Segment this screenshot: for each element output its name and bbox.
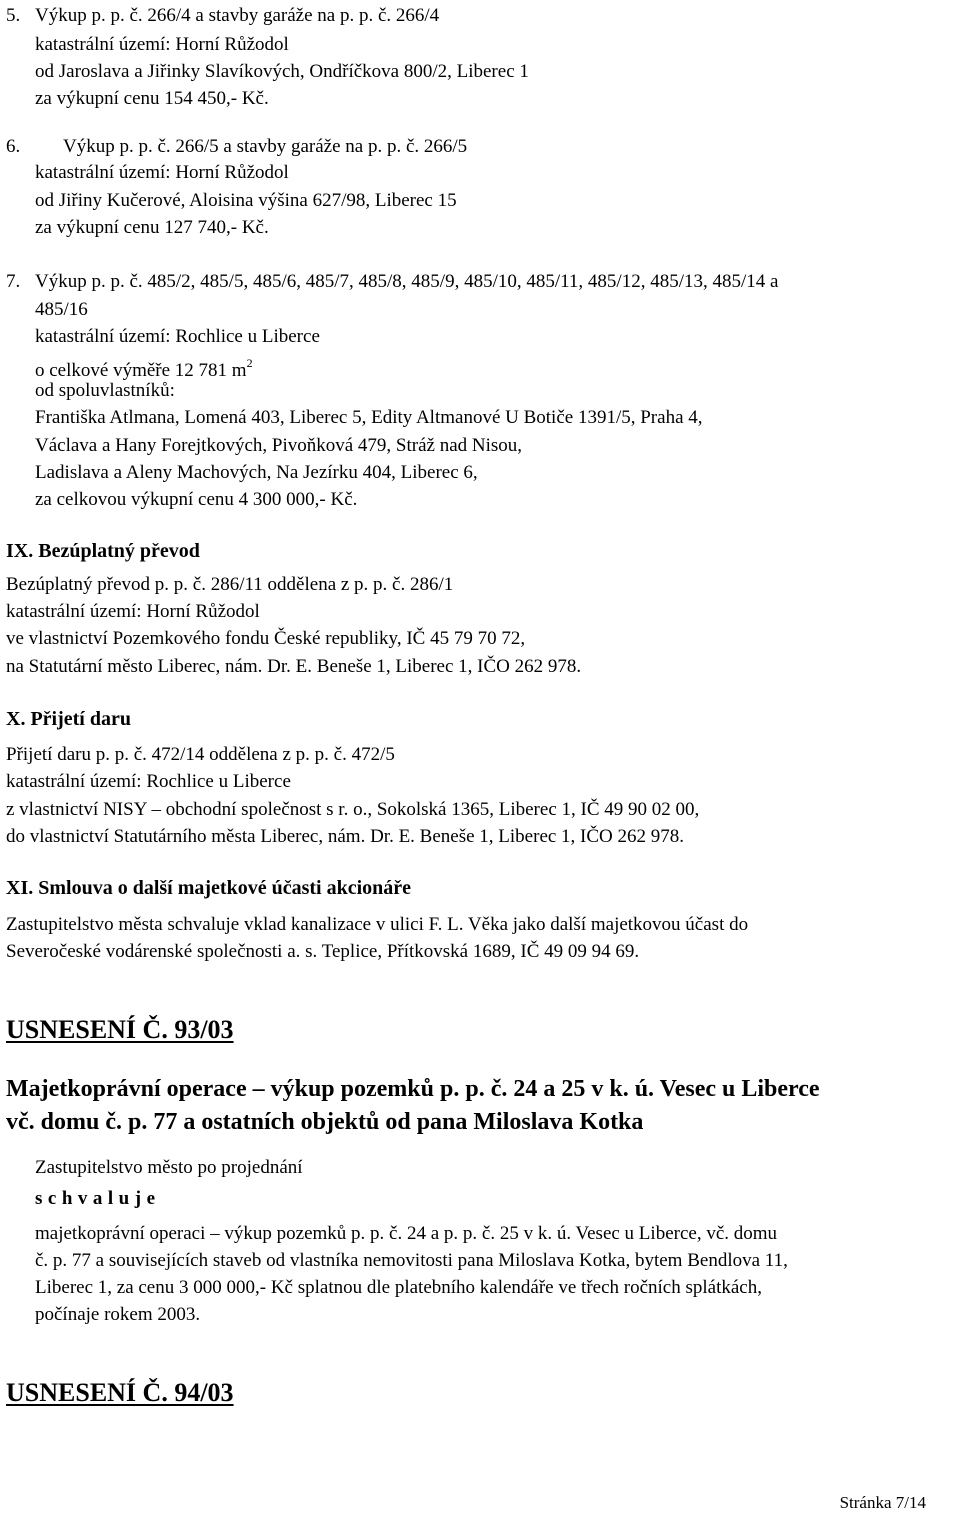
item-line: katastrální území: Horní Růžodol — [35, 34, 289, 55]
resolution-intro: Zastupitelstvo město po projednání — [35, 1157, 303, 1178]
section-line: Bezúplatný převod p. p. č. 286/11 oddělena z p. p. č. 286/1 — [6, 574, 454, 595]
section-line: Přijetí daru p. p. č. 472/14 oddělena z p. p. č. 472/5 — [6, 744, 395, 765]
item-line: od spoluvlastníků: — [35, 380, 175, 401]
resolution-subject: vč. domu č. p. 77 a ostatních objektů od pana Miloslava Kotka — [6, 1109, 644, 1135]
section-line: katastrální území: Horní Růžodol — [6, 601, 260, 622]
item-line: od Jiřiny Kučerové, Aloisina výšina 627/98, Liberec 15 — [35, 190, 457, 211]
section-line: z vlastnictví NISY – obchodní společnost s r. o., Sokolská 1365, Liberec 1, IČ 49 90 02 00, — [6, 799, 700, 820]
item-line: za výkupní cenu 127 740,- Kč. — [35, 217, 269, 238]
item-number: 5. — [6, 5, 21, 26]
item-line: za výkupní cenu 154 450,- Kč. — [35, 88, 269, 109]
item-number: 6. — [6, 136, 21, 157]
section-heading: XI. Smlouva o další majetkové účasti akcionáře — [6, 877, 411, 899]
section-line: na Statutární město Liberec, nám. Dr. E. Beneše 1, Liberec 1, IČO 262 978. — [6, 656, 582, 677]
item-number: 7. — [6, 271, 21, 292]
resolution-title: USNESENÍ Č. 94/03 — [6, 1378, 234, 1407]
resolution-body-line: majetkoprávní operaci – výkup pozemků p. p. č. 24 a p. p. č. 25 v k. ú. Vesec u Liberce, vč. domu — [35, 1223, 778, 1244]
item-line: Václava a Hany Forejtkových, Pivoňková 479, Stráž nad Nisou, — [35, 435, 523, 456]
item-line: Ladislava a Aleny Machových, Na Jezírku 404, Liberec 6, — [35, 462, 478, 483]
section-heading: X. Přijetí daru — [6, 708, 131, 730]
item-line: Výkup p. p. č. 266/4 a stavby garáže na p. p. č. 266/4 — [35, 5, 440, 26]
item-line: 485/16 — [35, 299, 88, 320]
resolution-title: USNESENÍ Č. 93/03 — [6, 1015, 234, 1044]
section-line: Zastupitelstvo města schvaluje vklad kanalizace v ulici F. L. Věka jako další majetkovou účast do — [6, 914, 749, 935]
item-line: katastrální území: Horní Růžodol — [35, 162, 289, 183]
resolution-body-line: č. p. 77 a souvisejících staveb od vlastníka nemovitosti pana Miloslava Kotka, bytem Bendlova 11, — [35, 1250, 788, 1271]
resolution-body-line: Liberec 1, za cenu 3 000 000,- Kč splatnou dle platebního kalendáře ve třech ročních splátkách, — [35, 1277, 762, 1298]
item-line: od Jaroslava a Jiřinky Slavíkových, Ondříčkova 800/2, Liberec 1 — [35, 61, 529, 82]
area-superscript: 2 — [246, 356, 253, 370]
page-number: Stránka 7/14 — [839, 1493, 926, 1512]
section-heading: IX. Bezúplatný převod — [6, 540, 200, 562]
item-line: Výkup p. p. č. 485/2, 485/5, 485/6, 485/7, 485/8, 485/9, 485/10, 485/11, 485/12, 485/13, 485/14 a — [35, 271, 779, 292]
section-line: ve vlastnictví Pozemkového fondu České republiky, IČ 45 79 70 72, — [6, 628, 526, 649]
item-line: Výkup p. p. č. 266/5 a stavby garáže na p. p. č. 266/5 — [63, 136, 468, 157]
section-line: Severočeské vodárenské společnosti a. s. Teplice, Přítkovská 1689, IČ 49 09 94 69. — [6, 941, 640, 962]
area-text: o celkové výměře 12 781 m — [35, 360, 247, 381]
item-line: Františka Atlmana, Lomená 403, Liberec 5, Edity Altmanové U Botiče 1391/5, Praha 4, — [35, 407, 703, 428]
resolution-verb: schvaluje — [35, 1188, 161, 1209]
item-line: katastrální území: Rochlice u Liberce — [35, 326, 320, 347]
resolution-body-line: počínaje rokem 2003. — [35, 1304, 201, 1325]
item-line: za celkovou výkupní cenu 4 300 000,- Kč. — [35, 489, 358, 510]
resolution-subject: Majetkoprávní operace – výkup pozemků p. p. č. 24 a 25 v k. ú. Vesec u Liberce — [6, 1076, 820, 1102]
section-line: do vlastnictví Statutárního města Liberec, nám. Dr. E. Beneše 1, Liberec 1, IČO 262 978. — [6, 826, 685, 847]
section-line: katastrální území: Rochlice u Liberce — [6, 771, 291, 792]
